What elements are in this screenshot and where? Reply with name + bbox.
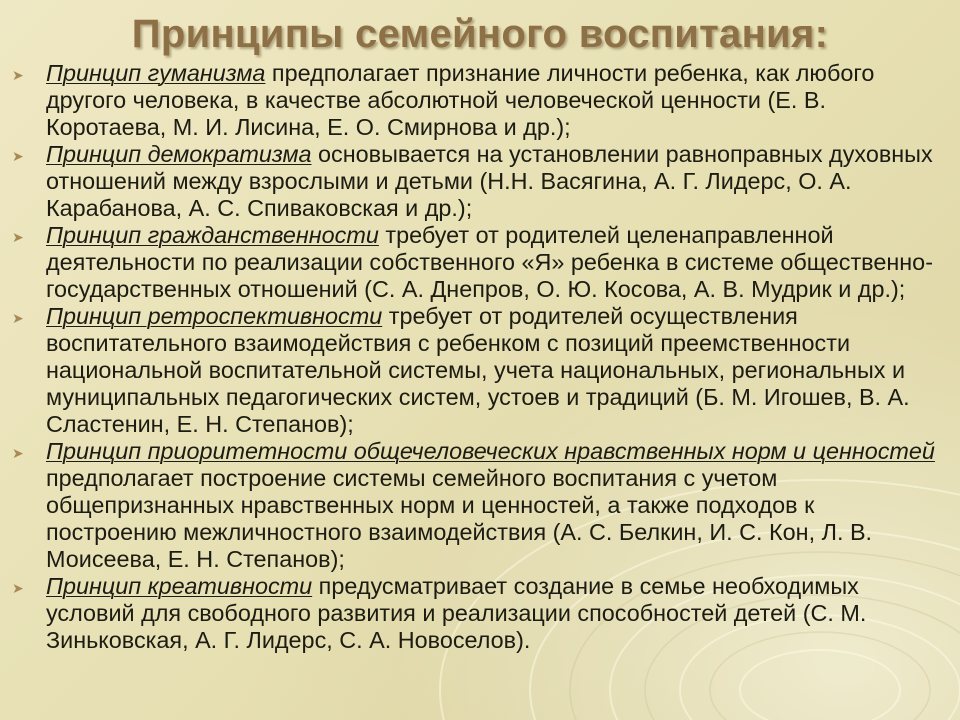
arrow-bullet-icon: ➤ (12, 148, 24, 164)
list-item (0, 303, 960, 438)
list-item (0, 222, 960, 303)
principle-description: предполагает признание личности ребенка, как любого другого человека, в качестве абсолютной человеческой ценности (Е. В. Коротаева, М. И. Лисина, Е. О. Смирнова и др.); (46, 60, 875, 140)
principle-term: Принцип креативности (46, 573, 313, 599)
arrow-bullet-icon: ➤ (12, 229, 24, 245)
principle-description: требует от родителей осуществления воспитательного взаимодействия с ребенком с позиций преемственности национальной воспитательной системы, учета национальных, региональных и муниципальных педагогических систем, устоев и традиций (Б. М. Игошев, В. А. Сластенин, Е. Н. Степанов); (46, 303, 910, 437)
principle-term: Принцип ретроспективности (46, 303, 383, 329)
arrow-bullet-icon: ➤ (12, 67, 24, 83)
principle-description: предполагает построение системы семейного воспитания с учетом общепризнанных нравственных норм и ценностей, а также подходов к построению межличностного взаимодействия (А. С. Белкин, И. С. Кон, Л. В. Моисеева, Е. Н. Степанов); (46, 465, 873, 572)
principle-term: Принцип гражданственности (46, 222, 379, 248)
principles-list (0, 60, 960, 654)
principle-description: требует от родителей целенаправленной деятельности по реализации собственного «Я» ребенка в системе общественно-государственных отношений (С. А. Днепров, О. Ю. Косова, А. В. Мудрик и др.); (46, 222, 933, 302)
list-item (0, 60, 960, 141)
list-item (0, 573, 960, 654)
list-item (0, 438, 960, 573)
page-title: Принципы семейного воспитания: (131, 12, 829, 56)
arrow-bullet-icon: ➤ (12, 310, 24, 326)
principle-term: Принцип гуманизма (46, 60, 266, 86)
principle-term: Принцип демократизма (46, 141, 312, 167)
principle-description: основывается на установлении равноправных духовных отношений между взрослыми и детьми (Н.Н. Васягина, А. Г. Лидерс, О. А. Карабанова, А. С. Спиваковская и др.); (46, 141, 933, 221)
principle-term: Принцип приоритетности общечеловеческих нравственных норм и ценностей (46, 438, 935, 464)
arrow-bullet-icon: ➤ (12, 445, 24, 461)
list-item (0, 141, 960, 222)
principle-description: предусматривает создание в семье необходимых условий для свободного развития и реализации способностей детей (С. М. Зиньковская, А. Г. Лидерс, С. А. Новоселов). (46, 573, 867, 653)
arrow-bullet-icon: ➤ (12, 580, 24, 596)
